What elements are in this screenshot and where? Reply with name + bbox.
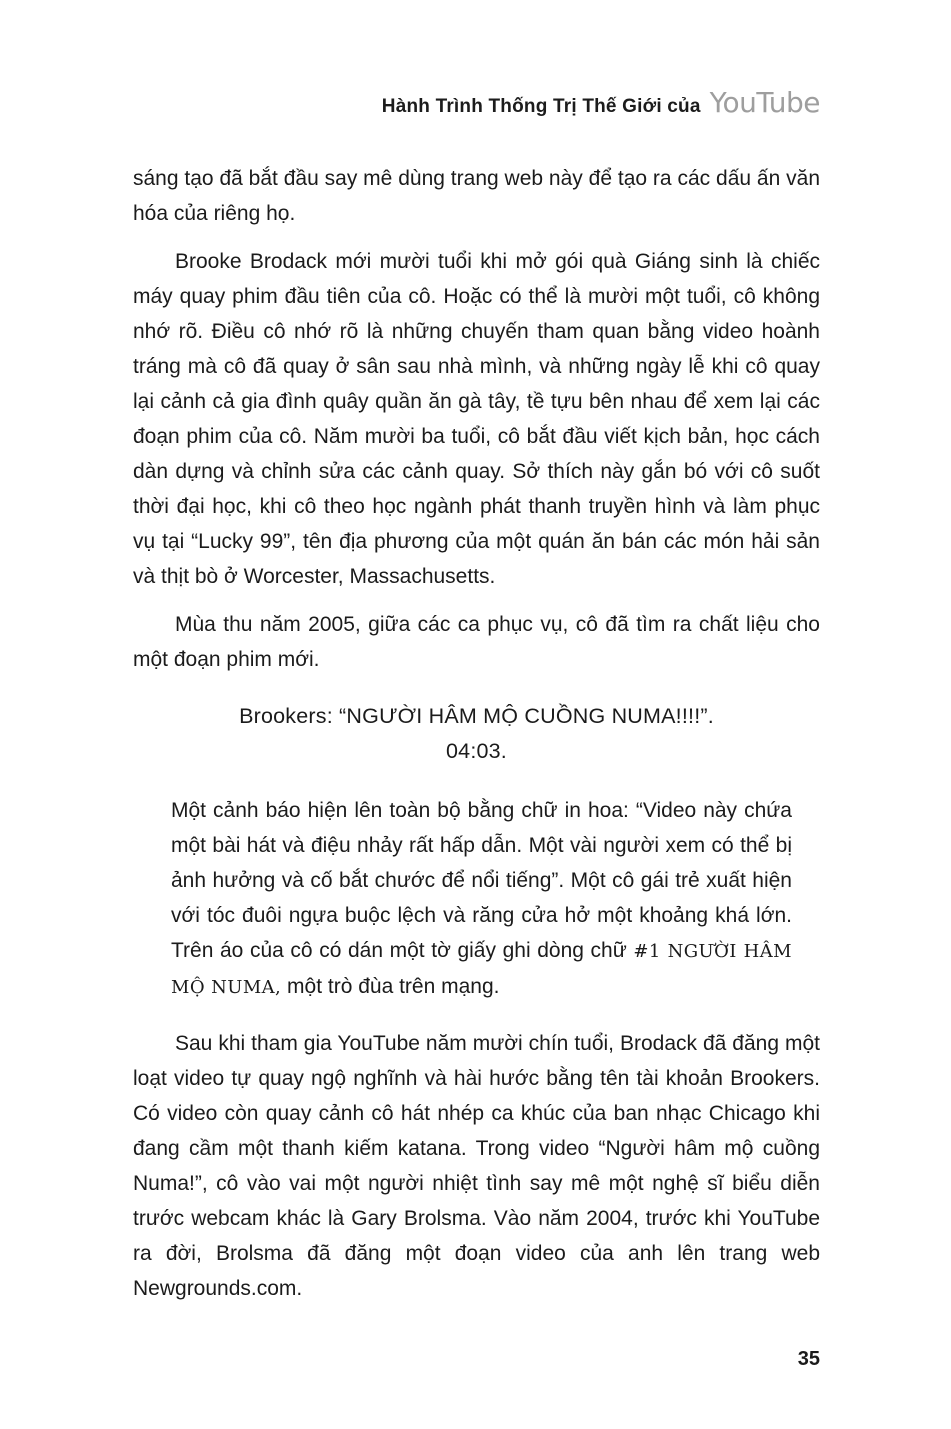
quote-text-before: Một cảnh báo hiện lên toàn bộ bằng chữ in hoa: “Video này chứa một bài hát và điệu nhảy rất hấp dẫn. Một vài người xem có thể bị ảnh hưởng và cố bắt chước để nổi tiếng”. Một cô gái trẻ xuất hiện với tóc đuôi ngựa buộc lệch và răng cửa hở một khoảng khá lớn. Trên áo của cô có dán một tờ giấy ghi dòng chữ — [171, 799, 792, 962]
running-header — [133, 86, 820, 119]
numa-fan-tag: #1 NGƯỜI HÂM MỘ NUMA, — [171, 941, 793, 998]
video-title-block — [133, 699, 820, 769]
youtube-logo-text: YouTube — [709, 86, 820, 119]
paragraph-autumn-2005: Mùa thu năm 2005, giữa các ca phục vụ, cô đã tìm ra chất liệu cho một đoạn phim mới. — [133, 613, 820, 671]
running-header-title: Hành Trình Thống Trị Thế Giới của — [381, 96, 701, 117]
quote-text-after: một trò đùa trên mạng. — [281, 975, 500, 998]
paragraph-youtube-join: Sau khi tham gia YouTube năm mười chín tuổi, Brodack đã đăng một loạt video tự quay ngộ nghĩnh và hài hước bằng tên tài khoản Brookers. Có video còn quay cảnh cô hát nhép ca khúc của ban nhạc Chicago khi đang cầm một thanh kiếm katana. Trong video “Người hâm mộ cuồng Numa!”, cô vào vai một người nhiệt tình say mê một nghệ sĩ biểu diễn trước webcam khác là Gary Brolsma. Vào năm 2004, trước khi YouTube ra đời, Brolsma đã đăng một đoạn video của anh lên trang web Newgrounds.com. — [133, 1032, 820, 1300]
video-duration: 04:03. — [446, 739, 507, 763]
page-number: 35 — [797, 1348, 820, 1370]
video-title-line: Brookers: “NGƯỜI HÂM MỘ CUỒNG NUMA!!!!”. — [239, 704, 714, 728]
video-description-quote — [171, 793, 792, 1005]
paragraph-brooke-intro: Brooke Brodack mới mười tuổi khi mở gói quà Giáng sinh là chiếc máy quay phim đầu tiên của cô. Hoặc có thể là mười một tuổi, cô không nhớ rõ. Điều cô nhớ rõ là những chuyến tham quan bằng video hoành tráng mà cô đã quay ở sân sau nhà mình, và những ngày lễ khi cô quay lại cảnh cả gia đình quây quần ăn gà tây, tề tựu bên nhau để xem lại các đoạn phim của cô. Năm mười ba tuổi, cô bắt đầu viết kịch bản, học cách dàn dựng và chỉnh sửa các cảnh quay. Sở thích này gắn bó với cô suốt thời đại học, khi cô theo học ngành phát thanh truyền hình và làm phục vụ tại “Lucky 99”, tên địa phương của một quán ăn bán các món hải sản và thịt bò ở Worcester, Massachusetts. — [133, 250, 820, 588]
paragraph-continuation: sáng tạo đã bắt đầu say mê dùng trang web này để tạo ra các dấu ấn văn hóa của riêng họ. — [133, 167, 820, 225]
page-body — [133, 161, 820, 1306]
page-footer — [798, 1348, 820, 1371]
